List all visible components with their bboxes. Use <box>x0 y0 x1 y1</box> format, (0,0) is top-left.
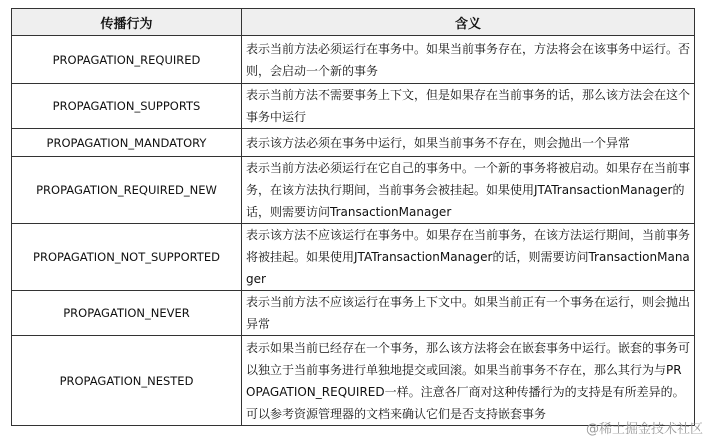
behavior-name: PROPAGATION_REQUIRED <box>12 36 242 84</box>
behavior-name: PROPAGATION_REQUIRED_NEW <box>12 157 242 224</box>
behavior-description: 表示当前方法必须运行在事务中。如果当前事务存在，方法将会在该事务中运行。否则，会启动一个新的事务 <box>242 36 695 84</box>
header-propagation-behavior: 传播行为 <box>12 9 242 36</box>
behavior-description: 表示当前方法不应该运行在事务上下文中。如果当前正有一个事务在运行，则会抛出异常 <box>242 291 695 336</box>
table-row <box>12 84 695 129</box>
table-row <box>12 336 695 426</box>
behavior-name: PROPAGATION_SUPPORTS <box>12 84 242 129</box>
behavior-description: 表示该方法不应该运行在事务中。如果存在当前事务，在该方法运行期间，当前事务将被挂起。如果使用JTATransactionManager的话，则需要访问TransactionManager <box>242 224 695 291</box>
table-header-row <box>12 9 695 36</box>
behavior-description: 表示如果当前已经存在一个事务，那么该方法将会在嵌套事务中运行。嵌套的事务可以独立于当前事务进行单独地提交或回滚。如果当前事务不存在，那么其行为与PROPAGATION_REQUIRED一样。注意各厂商对这种传播行为的支持是有所差异的。可以参考资源管理器的文档来确认它们是否支持嵌套事务 <box>242 336 695 426</box>
behavior-description: 表示当前方法必须运行在它自己的事务中。一个新的事务将被启动。如果存在当前事务，在该方法执行期间，当前事务会被挂起。如果使用JTATransactionManager的话，则需要访问TransactionManager <box>242 157 695 224</box>
behavior-name: PROPAGATION_NESTED <box>12 336 242 426</box>
table-row <box>12 224 695 291</box>
table-row <box>12 36 695 84</box>
behavior-description: 表示该方法必须在事务中运行，如果当前事务不存在，则会抛出一个异常 <box>242 129 695 157</box>
header-meaning: 含义 <box>242 9 695 36</box>
propagation-table <box>11 8 695 426</box>
table-row <box>12 129 695 157</box>
table-row <box>12 157 695 224</box>
behavior-name: PROPAGATION_MANDATORY <box>12 129 242 157</box>
behavior-name: PROPAGATION_NOT_SUPPORTED <box>12 224 242 291</box>
behavior-name: PROPAGATION_NEVER <box>12 291 242 336</box>
watermark-text: @稀土掘金技术社区 <box>585 422 703 437</box>
table-row <box>12 291 695 336</box>
behavior-description: 表示当前方法不需要事务上下文，但是如果存在当前事务的话，那么该方法会在这个事务中运行 <box>242 84 695 129</box>
